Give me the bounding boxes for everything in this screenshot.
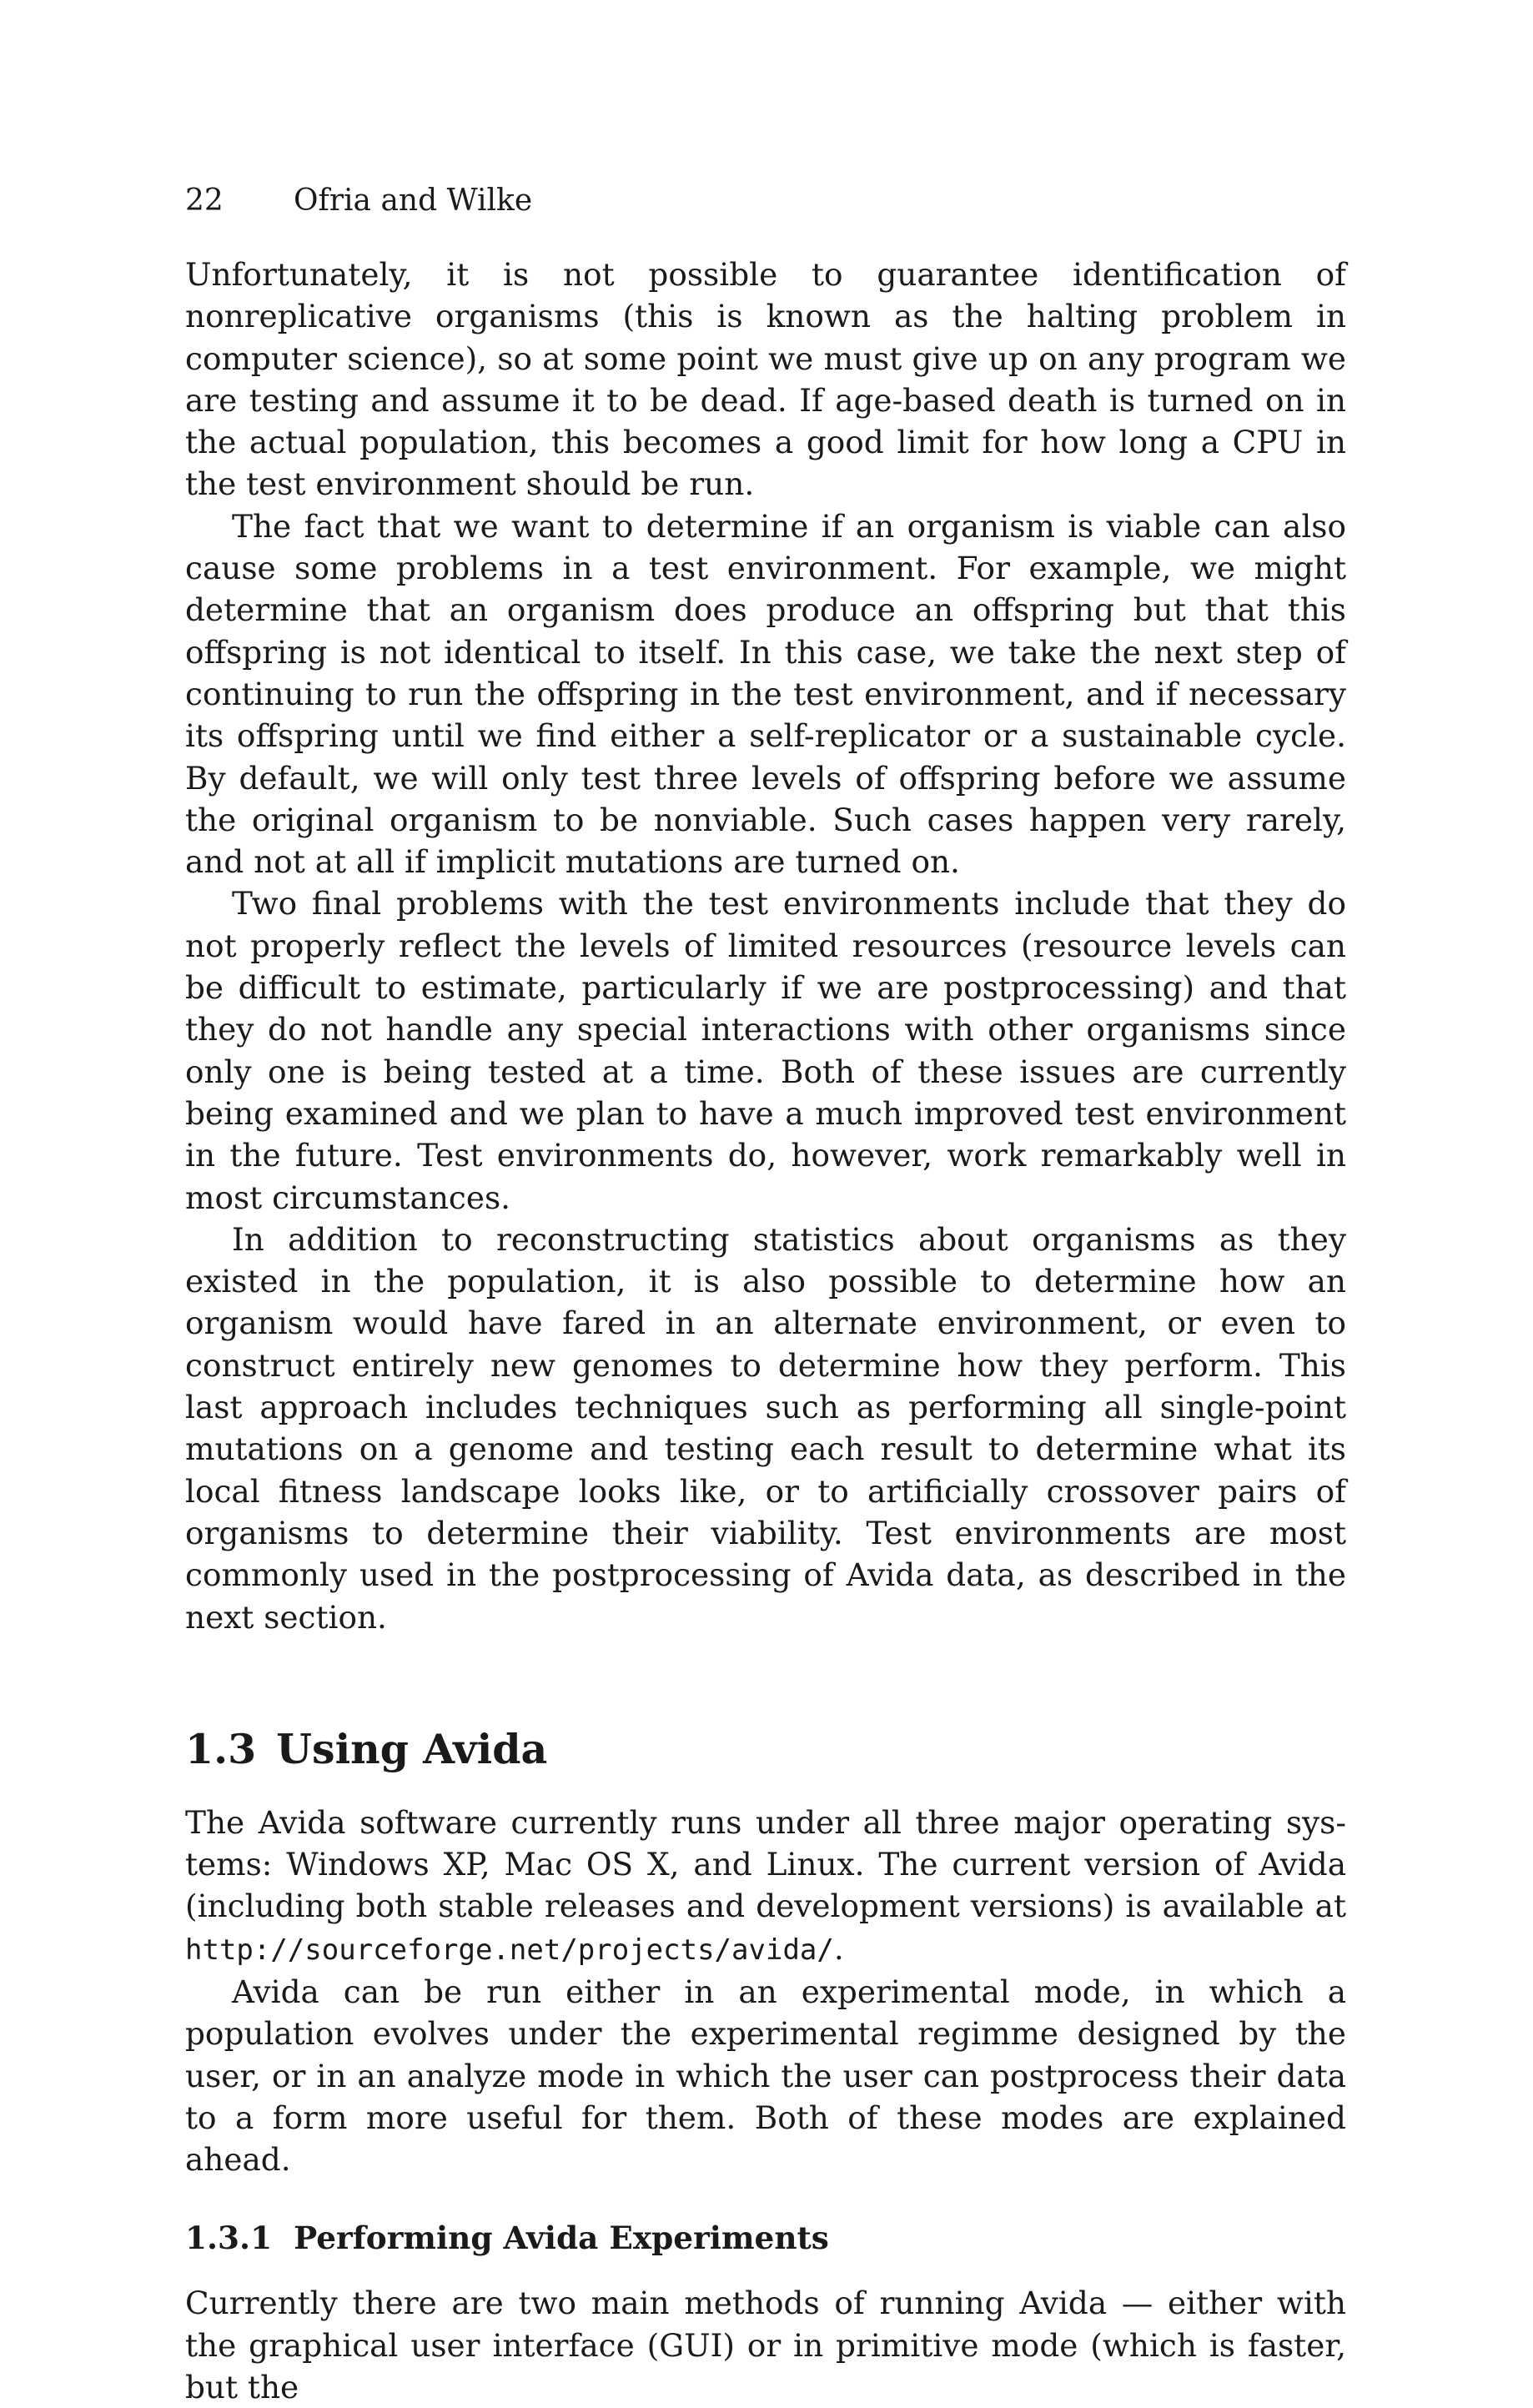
section-heading — [185, 1722, 1346, 1777]
subsection-title: Performing Avida Experiments — [294, 2219, 829, 2257]
paragraph-halting-problem: Unfortunately, it is not possible to guarantee identification of nonreplicative organisms (this is known as the halting problem in computer science), so at some point we must give up on any program we are testing and assume it to be dead. If age-based death is turned on in the actual population, this becomes a good limit for how long a CPU in the test environment should be run. — [185, 256, 1346, 503]
subsection-heading — [185, 2217, 1346, 2259]
running-head — [185, 180, 1346, 222]
section-number: 1.3 — [185, 1724, 257, 1773]
section-title: Using Avida — [276, 1724, 548, 1773]
page-number: 22 — [185, 183, 224, 218]
subsection-number: 1.3.1 — [185, 2219, 273, 2257]
paragraph-final-problems: Two final problems with the test environments include that they do not properly reflect the levels of limited resources (resource levels can be difficult to estimate, particularly if we are postprocessing) and that they do not handle any special interactions with other organisms since only one is being tested at a time. Both of these issues are currently being examined and we plan to have a much improved test environment in the future. Test environments do, however, work remarkably well in most circumstances. — [185, 885, 1346, 1216]
platforms-tail: . — [833, 1929, 844, 1967]
avida-url-link[interactable]: http://sourceforge.net/projects/avida/ — [185, 1933, 834, 1967]
platforms-text: The Avida software currently runs under all three major operating systems: Windows XP, Mac OS X, and Linux. The current version of Avida (including both stable releases and development versions) is available at — [185, 1803, 1346, 1925]
paragraph-viability: The fact that we want to determine if an organism is viable can also cause some problems in a test environment. For example, we might determine that an organism does produce an offspring but that this offspring is not identical to itself. In this case, we take the next step of continuing to run the offspring in the test environment, and if necessary its offspring until we find either a self-replicator or a sustainable cycle. By default, we will only test three levels of offspring before we assume the original organism to be nonviable. Such cases happen very rarely, and not at all if implicit mutations are turned on. — [185, 507, 1346, 881]
paragraph-modes: Avida can be run either in an experimental mode, in which a population evolves under the experimental regimme designed by the user, or in an analyze mode in which the user can postprocess their data to a form more useful for them. Both of these modes are explained ahead. — [185, 1973, 1346, 2179]
paragraph-running-methods: Currently there are two main methods of running Avida — either with the graphical user interface (GUI) or in primitive mode (which is faster, but the — [185, 2285, 1346, 2406]
paragraph-reconstructing-statistics: In addition to reconstructing statistics about organisms as they existed in the population, it is also possible to determine how an organism would have fared in an alternate environment, or even to construct entirely new genomes to determine how they perform. This last approach includes techniques such as performing all single-point mutations on a genome and testing each result to determine what its local fitness landscape looks like, or to artificially crossover pairs of organisms to determine their viability. Test environments are most commonly used in the postprocessing of Avida data, as described in the next section. — [185, 1220, 1346, 1636]
page-body — [185, 180, 1346, 2408]
running-head-authors: Ofria and Wilke — [294, 183, 533, 218]
paragraph-platforms — [185, 1802, 1346, 1971]
